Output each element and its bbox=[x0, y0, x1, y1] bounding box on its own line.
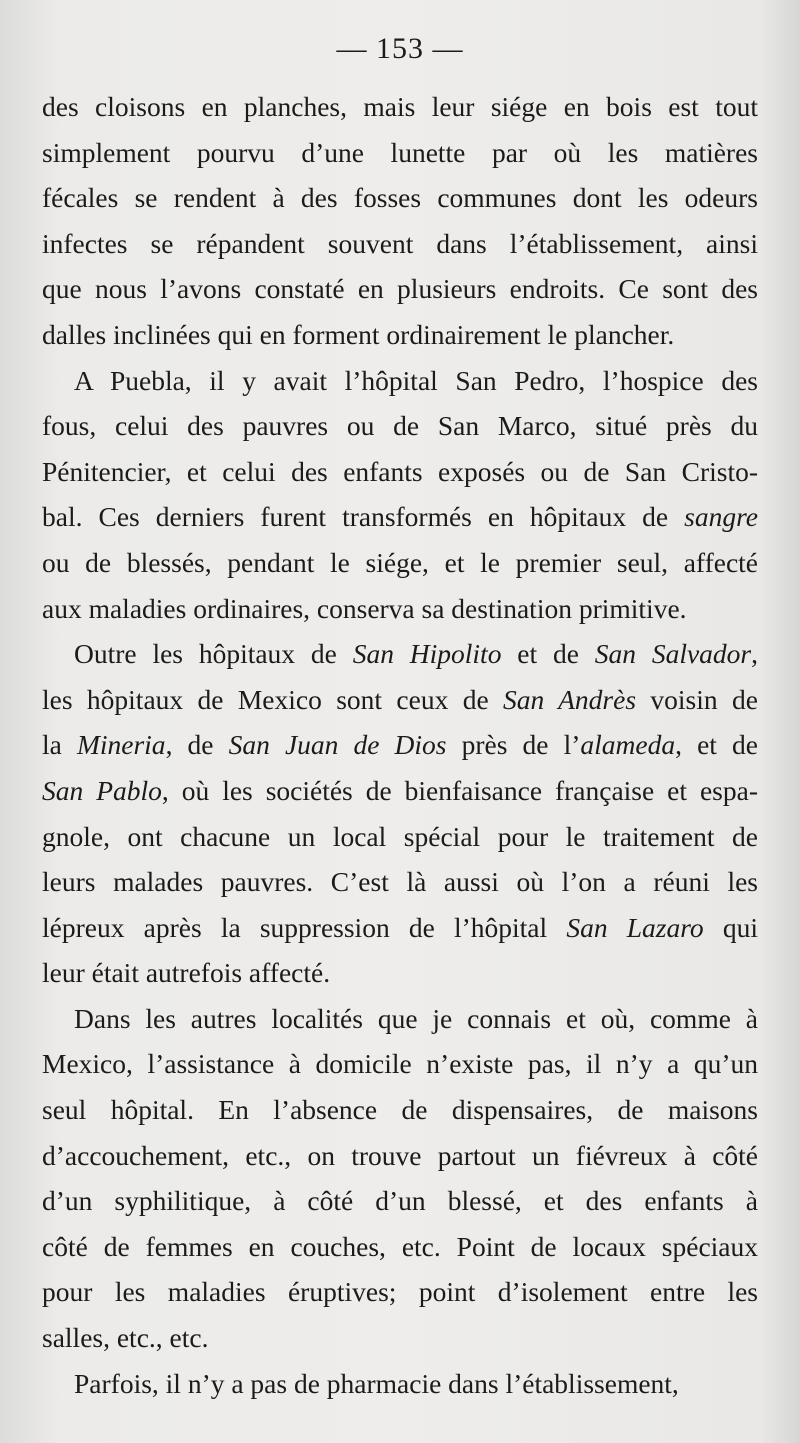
italic-term: San Andrès bbox=[503, 683, 637, 715]
text-segment: lépreux après la suppression de l’hôpital bbox=[42, 911, 567, 943]
text-segment: ou de blessés, pendant le siége, et le premier seul, affecté bbox=[42, 546, 758, 578]
text-segment: fécales se rendent à des fosses communes dont les odeurs bbox=[42, 182, 758, 214]
italic-term: San Salvador bbox=[594, 638, 752, 670]
text-line bbox=[42, 130, 758, 176]
text-segment: voisin de bbox=[636, 683, 758, 715]
text-segment: , de bbox=[165, 729, 229, 761]
text-segment: Parfois, il n’y a pas de pharmacie dans l’établissement, bbox=[74, 1367, 679, 1399]
text-segment: Pénitencier, et celui des enfants exposés ou de San Cristo- bbox=[42, 455, 758, 487]
text-segment: infectes se répandent souvent dans l’établissement, ainsi bbox=[42, 227, 758, 259]
text-segment: la bbox=[42, 729, 77, 761]
text-segment: simplement pourvu d’une lunette par où les matières bbox=[42, 136, 758, 168]
italic-term: sangre bbox=[684, 501, 758, 533]
text-line bbox=[42, 221, 758, 267]
text-line bbox=[42, 449, 758, 495]
italic-term: San Hipolito bbox=[352, 638, 502, 670]
text-segment: près de l’ bbox=[446, 729, 581, 761]
text-line bbox=[42, 1315, 758, 1361]
text-segment: seul hôpital. En l’absence de dispensaires, de maisons bbox=[42, 1094, 758, 1126]
text-segment: Dans les autres localités que je connais et où, comme à bbox=[74, 1002, 758, 1034]
text-segment: aux maladies ordinaires, conserva sa destination primitive. bbox=[42, 592, 687, 624]
italic-term: San Pablo bbox=[42, 774, 162, 806]
text-line bbox=[42, 996, 758, 1042]
text-segment: salles, etc., etc. bbox=[42, 1322, 209, 1354]
text-line bbox=[42, 768, 758, 814]
text-line bbox=[42, 859, 758, 905]
italic-term: Mineria bbox=[76, 729, 166, 761]
page-number: — 153 — bbox=[336, 32, 464, 65]
text-line bbox=[42, 905, 758, 951]
text-segment: leurs malades pauvres. C’est là aussi où l’on a réuni les bbox=[42, 866, 758, 898]
italic-term: San Lazaro bbox=[566, 911, 704, 943]
text-segment: que nous l’avons constaté en plusieurs endroits. Ce sont des bbox=[42, 273, 758, 305]
text-segment: les hôpitaux de Mexico sont ceux de bbox=[42, 683, 504, 715]
text-line bbox=[42, 677, 758, 723]
italic-term: alameda bbox=[580, 729, 676, 761]
text-segment: pour les maladies éruptives; point d’isolement entre les bbox=[42, 1276, 758, 1308]
text-line bbox=[42, 312, 758, 358]
text-line bbox=[42, 950, 758, 996]
text-segment: Mexico, l’assistance à domicile n’existe pas, il n’y a qu’un bbox=[42, 1048, 758, 1080]
text-line bbox=[42, 586, 758, 632]
text-segment: gnole, ont chacune un local spécial pour le traitement de bbox=[42, 820, 758, 852]
text-segment: , et de bbox=[675, 729, 758, 761]
text-line bbox=[42, 403, 758, 449]
text-segment: , bbox=[751, 638, 759, 670]
text-line bbox=[42, 1178, 758, 1224]
text-line bbox=[42, 814, 758, 860]
text-line bbox=[42, 175, 758, 221]
text-segment: et de bbox=[501, 638, 595, 670]
text-segment: dalles inclinées qui en forment ordinairement le plancher. bbox=[42, 318, 675, 350]
text-line bbox=[42, 84, 758, 130]
text-segment: , où les sociétés de bienfaisance française et espa- bbox=[161, 774, 758, 806]
body-text bbox=[42, 84, 758, 1406]
text-segment: qui bbox=[703, 911, 758, 943]
text-line bbox=[42, 1361, 758, 1407]
text-line bbox=[42, 1224, 758, 1270]
text-line bbox=[42, 1087, 758, 1133]
text-segment: des cloisons en planches, mais leur siége en bois est tout bbox=[42, 91, 758, 122]
text-line bbox=[42, 722, 758, 768]
text-line bbox=[42, 266, 758, 312]
text-line bbox=[42, 540, 758, 586]
text-segment: fous, celui des pauvres ou de San Marco, situé près du bbox=[42, 410, 758, 442]
text-segment: côté de femmes en couches, etc. Point de locaux spéciaux bbox=[42, 1230, 758, 1262]
text-line bbox=[42, 358, 758, 404]
text-segment: bal. Ces derniers furent transformés en hôpitaux de bbox=[42, 501, 685, 533]
text-line bbox=[42, 1269, 758, 1315]
text-line bbox=[42, 1041, 758, 1087]
text-segment: d’accouchement, etc., on trouve partout un fiévreux à côté bbox=[42, 1139, 758, 1171]
text-segment: A Puebla, il y avait l’hôpital San Pedro, l’hospice des bbox=[74, 364, 758, 396]
italic-term: San Juan de Dios bbox=[228, 729, 447, 761]
text-segment: Outre les hôpitaux de bbox=[74, 638, 353, 670]
text-line bbox=[42, 631, 758, 677]
text-line bbox=[42, 494, 758, 540]
text-line bbox=[42, 1133, 758, 1179]
text-segment: leur était autrefois affecté. bbox=[42, 957, 331, 989]
text-segment: d’un syphilitique, à côté d’un blessé, et des enfants à bbox=[42, 1185, 758, 1217]
